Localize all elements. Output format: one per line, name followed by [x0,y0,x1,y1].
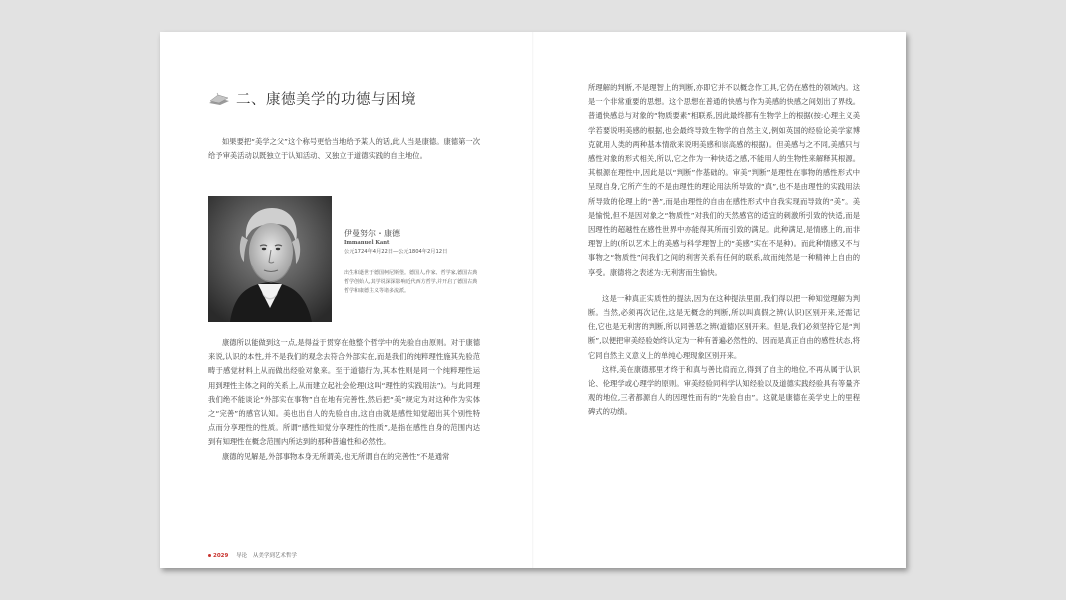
page-number: 2029 [213,553,229,559]
paragraph: 这样,美在康德那里才终于和真与善比肩而立,得到了自主的地位,不再从属于认识论、伦理学或心理学的原则。审美经验同科学认知经验以及道德实践经验具有等量齐观的地位,三者都源自人的因理性而有的“先验自由”。这就是康德在美学史上的里程碑式的功绩。 [588,364,860,417]
book-spine [532,32,534,568]
right-page [588,32,860,568]
folio-title: 从美学到艺术哲学 [252,553,297,559]
folio-section: 导论 [236,553,248,559]
left-page [208,32,480,568]
paragraph: 所理解的判断,不是理智上的判断,亦即它并不以概念作工具,它仍在感性的领域内。这是一个非常重要的思想。这个思想在普通的快感与作为美感的快感之间划出了界线。普通快感总与对象的“物质要素”相联系,因此最终都有生物学上的根据(按:心理主义美学若要说明美感的根据,也会最终导致生物学的自然主义,例如英国的经验论美学家博克就用人类的两种基本情欲来说明美感和崇高感的根据)。但美感与之不同,美感只与感性对象的形式相关,所以,它之作为一种快适之感,不能用人的生物性来解释其根源。其根源在理性中,因此是以“判断”作基础的。审美“判断”是理性在事物的感性形式中呈现自身,它所产生的不是由理性的理论用法所导致的“真”,也不是由理性的实践用法所导致的伦理上的“善”,而是由理性的自由在感性形式中自我实现而导致的“美”。美是愉悦,但不是因对象之“物质性”对我们的天然感官的适宜的刺激所引致的快适,而是因理性的超越性在感性世界中亦能得其所而引致的满足。此种满足,是情感上的,而非理智上的(所以艺术上的美感与科学理智上的“美感”实在不是种)。而此种情感又不与事物之“物质性”问我们之间的利害关系有任何的联系,故而纯然是一种精神上自由的享受。康德将之表述为:无利害而生愉快。 [588,83,860,277]
caption-dates: 公元1724年4月22日—公元1804年2月12日 [344,249,448,255]
caption-description: 出生和逝世于德国柯尼斯堡。德国人,作家、哲学家,德国古典哲学创始人,其学说深深影响近代西方哲学,并开启了德国古典哲学和康德主义等诸多流派。 [344,270,478,294]
kant-portrait [208,196,332,322]
paragraph: 这是一种真正实质性的提法,因为在这种提法里面,我们得以把一种知觉理解为判断。当然,必须再次记住,这是无概念的判断,所以叫真假之辨(认识)区别开来,还需记住,它也是无利害的判断,所以同善恶之辨(道德)区别开来。但是,我们必须坚持它是“判断”,以便把审美经验始终认定为一种有普遍必然性的、因而是真正自由的感性状态,将它同自然主义意义上的单纯心理现象区别开来。 [588,293,860,360]
right-body-text [588,81,860,420]
intro-text: 如果要把“美学之父”这个称号更恰当地给予某人的话,此人当是康德。康德第一次给予审美活动以既独立于认知活动、又独立于道德实践的自主地位。 [208,137,480,161]
section-heading-text: 二、康德美学的功德与困境 [236,91,416,108]
section-heading [208,88,480,108]
book-icon [208,91,230,105]
caption-english-name: Immanuel Kant [344,240,390,246]
portrait-caption [344,228,482,296]
intro-paragraph [208,135,480,163]
book-spread [160,32,906,568]
left-body-text [208,336,480,464]
page-folio [208,551,297,559]
folio-dot-icon [208,554,211,557]
caption-name: 伊曼努尔・康德 [344,229,400,238]
paragraph: 康德的见解是,外部事物本身无所谓美,也无所谓自在的完善性”不是通常 [222,451,450,461]
paragraph: 康德所以能做到这一点,是得益于贯穿在他整个哲学中的先验自由原则。对于康德来说,认识的本性,并不是我们的观念去符合外部实在,而是我们的纯粹理性施其先验范畴于感觉材料上从而做出经验对象来。至于道德行为,其本性则是同一个纯粹理性运用到理性主体之间的关系上,从而建立起社会伦理(这叫“理性的实践用法”)。与此同理我们绝不能谈论“外部实在事物”自在地有完善性,然后把“美”规定为对这种作为实体之“完善”的感官认知。美也出自人的先验自由,这自由就是感性知觉超出其个别性特点而分享理性的性质。所谓“感性知觉分享理性的性质”,是指在感性自身的范围内达到有知理性在概念范围内所达到的那种普遍性和必然性。 [208,338,480,447]
